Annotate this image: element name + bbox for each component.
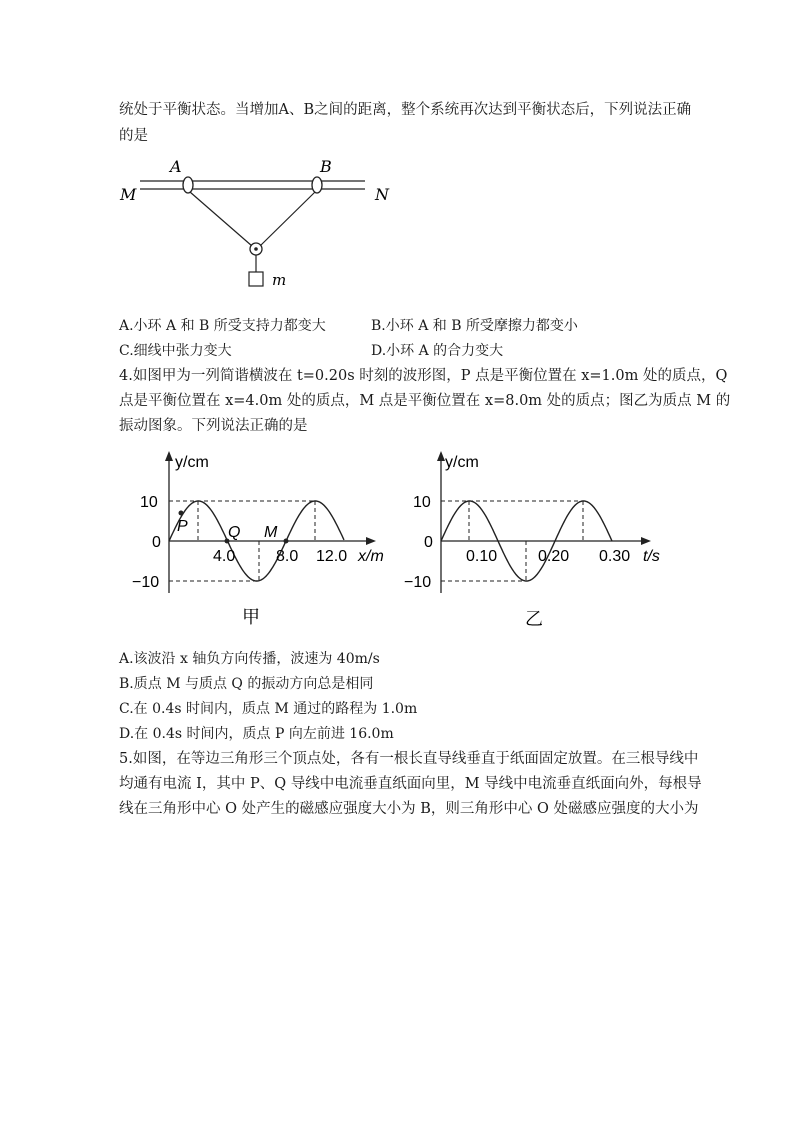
q3-option-b: B.小环 A 和 B 所受摩擦力都变小 <box>371 318 578 334</box>
string-left <box>190 192 252 246</box>
q3-option-a: A.小环 A 和 B 所受支持力都变大 <box>119 318 326 334</box>
ytick-0: 0 <box>152 534 161 551</box>
q3-option-c: C.细线中张力变大 <box>119 343 232 359</box>
point-p-dot <box>179 511 184 516</box>
label-a: A <box>170 157 182 176</box>
t-axis-arrow <box>641 537 651 545</box>
q4-text-line-3: 振动图象。下列说法正确的是 <box>119 418 308 434</box>
xtick-4: 4.0 <box>213 548 236 565</box>
point-m-label: M <box>264 524 278 541</box>
y-axis-arrow <box>437 451 445 461</box>
wave-graph-jia <box>120 445 400 635</box>
mass-block <box>249 272 263 286</box>
vibration-graph-yi <box>395 445 675 635</box>
q5-text-line-1: 5.如图，在等边三角形三个顶点处，各有一根长直导线垂直于纸面固定放置。在三根导线中 <box>119 751 699 767</box>
string-right <box>260 192 315 246</box>
ttick-010: 0.10 <box>466 548 498 565</box>
q4-option-a: A.该波沿 x 轴负方向传播，波速为 40m/s <box>119 651 380 667</box>
q4-text-line-2: 点是平衡位置在 x=4.0m 处的质点，M 点是平衡位置在 x=8.0m 处的质点；图乙为质点 M 的 <box>119 393 731 409</box>
xtick-8: 8.0 <box>276 548 299 565</box>
ytick-neg10: −10 <box>132 574 160 591</box>
ytick-10: 10 <box>140 494 158 511</box>
label-b: B <box>320 157 332 176</box>
caption-yi: 乙 <box>525 609 543 630</box>
ytick-10: 10 <box>413 494 431 511</box>
ytick-neg10: −10 <box>404 574 432 591</box>
label-n: N <box>375 185 389 204</box>
point-p-label: P <box>177 518 188 535</box>
ring-a <box>183 177 193 193</box>
q3-text-line-2: 的是 <box>119 128 148 144</box>
q4-option-d: D.在 0.4s 时间内，质点 P 向左前进 16.0m <box>119 726 394 742</box>
ttick-020: 0.20 <box>538 548 570 565</box>
xtick-12: 12.0 <box>316 548 348 565</box>
ytick-0: 0 <box>424 534 433 551</box>
label-m-left: M <box>120 185 137 204</box>
q4-text-line-1: 4.如图甲为一列简谐横波在 t=0.20s 时刻的波形图，P 点是平衡位置在 x=1.0m 处的质点，Q <box>119 368 728 384</box>
x-axis-arrow <box>366 537 376 545</box>
t-axis-label: t/s <box>643 548 660 565</box>
q3-option-d: D.小环 A 的合力变大 <box>371 343 504 359</box>
point-q-label: Q <box>228 524 241 541</box>
caption-jia: 甲 <box>242 607 260 628</box>
q5-text-line-3: 线在三角形中心 O 处产生的磁感应强度大小为 B，则三角形中心 O 处磁感应强度的大小为 <box>119 801 699 817</box>
y-axis-arrow <box>165 451 173 461</box>
q3-text-line-1: 统处于平衡状态。当增加A、B之间的距离，整个系统再次达到平衡状态后，下列说法正确 <box>119 102 692 118</box>
pulley-axle <box>254 247 258 251</box>
ring-b <box>312 177 322 193</box>
y-axis-label: y/cm <box>175 454 209 471</box>
ttick-030: 0.30 <box>599 548 631 565</box>
rod-ring-figure <box>110 150 410 295</box>
q4-option-c: C.在 0.4s 时间内，质点 M 通过的路程为 1.0m <box>119 701 418 717</box>
point-m-dot <box>284 539 289 544</box>
x-axis-label: x/m <box>358 548 384 565</box>
label-mass: m <box>272 271 287 289</box>
q4-option-b: B.质点 M 与质点 Q 的振动方向总是相同 <box>119 676 374 692</box>
y-axis-label: y/cm <box>445 454 479 471</box>
q5-text-line-2: 均通有电流 I，其中 P、Q 导线中电流垂直纸面向里，M 导线中电流垂直纸面向外，每根导 <box>119 776 702 792</box>
